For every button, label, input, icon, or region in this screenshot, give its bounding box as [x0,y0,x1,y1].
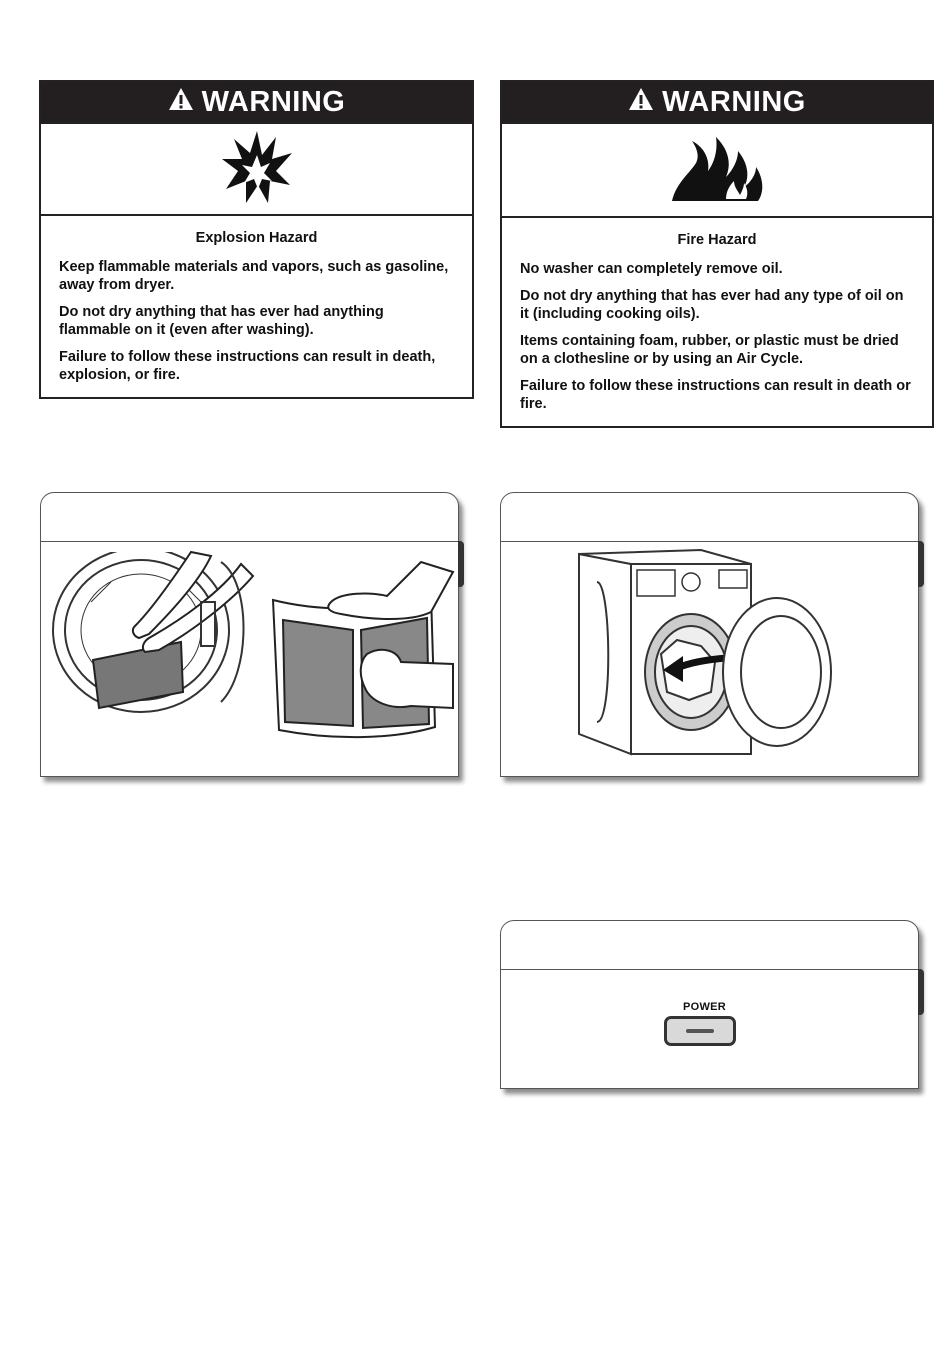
dryer-open-door-illustration [501,542,918,776]
power-panel [500,920,919,1089]
warning-header-text: WARNING [201,85,346,118]
fire-warning-box [500,80,934,428]
lint-filter-illustration [41,542,458,776]
warning-triangle-icon [168,86,194,119]
dryer-loading-panel [500,492,919,777]
warning-paragraph: Failure to follow these instructions can result in death or fire. [520,378,911,412]
warning-paragraph: Failure to follow these instructions can result in death, explosion, or fire. [59,349,436,383]
panel-header [501,493,918,542]
warning-header [502,82,932,124]
lint-filter-panel [40,492,459,777]
warning-triangle-icon [628,86,654,119]
explosion-icon [220,129,294,210]
hazard-title: Explosion Hazard [195,230,318,246]
panel-header [501,921,918,970]
warning-paragraph: No washer can completely remove oil. [520,261,783,277]
warning-paragraph: Do not dry anything that has ever had any type of oil on it (including cooking oils). [520,288,904,322]
explosion-warning-box [39,80,474,399]
hazard-title: Fire Hazard [677,232,757,248]
fire-icon [668,133,766,208]
power-button[interactable] [664,1016,736,1046]
warning-paragraph: Items containing foam, rubber, or plastic must be dried on a clothesline or by using an Air Cycle. [520,333,899,367]
warning-header-text: WARNING [662,85,806,118]
panel-header [41,493,458,542]
warning-paragraph: Keep flammable materials and vapors, such as gasoline, away from dryer. [59,259,449,293]
power-label: POWER [683,1001,727,1013]
warning-paragraph: Do not dry anything that has ever had anything flammable on it (even after washing). [59,304,384,338]
power-button-indicator [686,1029,714,1033]
warning-header [41,82,472,124]
